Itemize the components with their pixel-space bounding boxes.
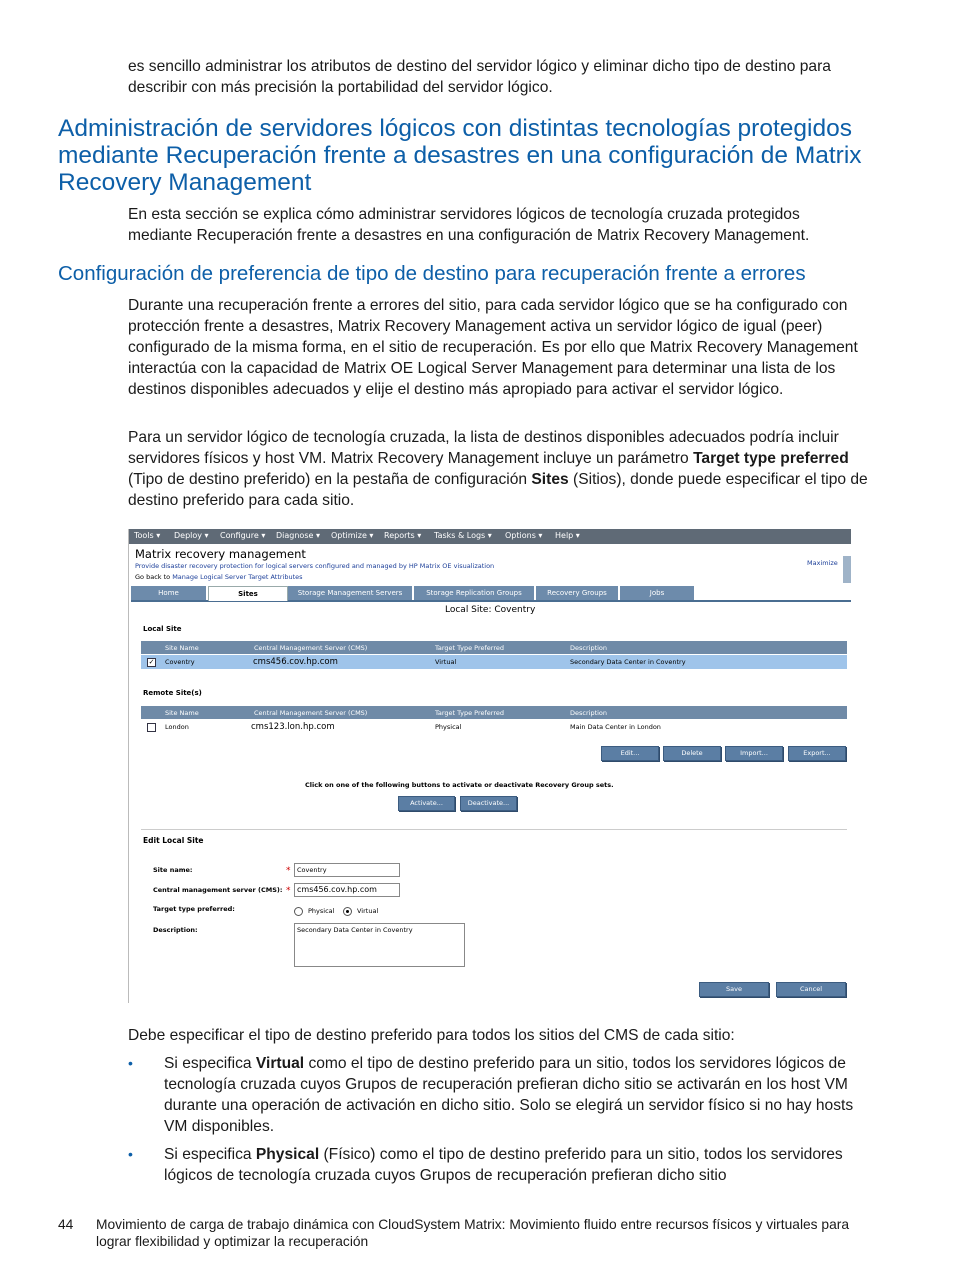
menu-optimize[interactable]: Optimize ▾ [331, 531, 374, 540]
menu-help[interactable]: Help ▾ [555, 531, 580, 540]
cell-description: Secondary Data Center in Coventry [570, 658, 686, 666]
deactivate-button[interactable]: Deactivate... [460, 796, 517, 811]
local-site-label: Local Site [143, 625, 182, 633]
local-site-heading: Local Site: Coventry [445, 605, 536, 615]
after-screenshot-paragraph: Debe especificar el tipo de destino preferido para todos los sitios del CMS de cada sitio: [128, 1027, 735, 1044]
description-label: Description: [153, 926, 198, 934]
physical-radio[interactable] [294, 907, 303, 916]
subsection-paragraph-2 [128, 427, 868, 511]
col-site-name: Site Name [165, 709, 199, 717]
page-number: 44 [58, 1217, 74, 1232]
description-textarea[interactable]: Secondary Data Center in Coventry [294, 923, 465, 967]
virtual-option-label: Virtual [357, 907, 379, 915]
side-panel-edge [843, 556, 851, 583]
bullet-text: Si especifica Virtual como el tipo de destino preferido para un sitio, todos los servidores lógicos de tecnología cruzada cuyos Grupos de recuperación prefieran dicho sitio se activarán en los host VM durante una operación de activación en dicho sitio. Solo se elegirá un servidor físico si no hay hosts VM disponibles. [164, 1055, 854, 1135]
table-header [141, 641, 847, 654]
table-row[interactable] [141, 720, 847, 734]
save-button[interactable]: Save [699, 982, 769, 997]
menu-deploy[interactable]: Deploy ▾ [174, 531, 209, 540]
physical-option-label: Physical [308, 907, 335, 915]
cell-target-type: Physical [435, 723, 462, 731]
tab-sites[interactable]: Sites [208, 586, 288, 601]
col-site-name: Site Name [165, 644, 199, 652]
cell-target-type: Virtual [435, 658, 457, 666]
table-header [141, 706, 847, 719]
subsection-paragraph-1: Durante una recuperación frente a errores del sitio, para cada servidor lógico que se ha configurado con protección frente a desastres, Matrix Recovery Management activa un servidor lógico de igual (peer) configurado de la misma forma, en el sitio de recuperación. Es por ello que Matrix Recovery Management interactúa con la capacidad de Matrix OE Logical Server Management para determinar una lista de los destinos disponibles adecuados y elije el destino más apropiado para activar el servidor lógico. [128, 297, 858, 398]
maximize-link[interactable]: Maximize [807, 559, 838, 567]
para2-text: (Tipo de destino preferido) en la pestaña de configuración [128, 471, 532, 488]
site-name-label: Site name: [153, 866, 193, 874]
target-type-term: Target type preferred [693, 450, 849, 467]
intro-paragraph: es sencillo administrar los atributos de destino del servidor lógico y eliminar dicho tipo de destino para describir con más precisión la portabilidad del servidor lógico. [128, 58, 831, 96]
section-body: En esta sección se explica cómo administrar servidores lógicos de tecnología cruzada protegidos mediante Recuperación frente a desastres en una configuración de Matrix Recovery Management. [128, 206, 810, 244]
app-title: Matrix recovery management [135, 547, 306, 561]
col-cms: Central Management Server (CMS) [254, 709, 368, 717]
tab-storage-management-servers[interactable]: Storage Management Servers [288, 586, 413, 600]
menu-options[interactable]: Options ▾ [505, 531, 543, 540]
menu-bar [129, 529, 851, 544]
tab-bar [131, 586, 851, 602]
edit-button[interactable]: Edit... [601, 746, 659, 761]
tab-recovery-groups[interactable]: Recovery Groups [536, 586, 619, 600]
menu-tools[interactable]: Tools ▾ [134, 531, 161, 540]
cell-cms: cms456.cov.hp.com [253, 657, 338, 667]
tab-jobs[interactable]: Jobs [620, 586, 695, 600]
table-row[interactable] [141, 655, 847, 669]
bullet-text: Si especifica Physical (Físico) como el tipo de destino preferido para un sitio, todos los servidores lógicos de tecnología cruzada cuyos Grupos de recuperación prefieran dicho sitio [164, 1146, 843, 1184]
row-checkbox[interactable]: ✓ [148, 658, 155, 666]
subsection-title: Configuración de preferencia de tipo de destino para recuperación frente a errores [58, 262, 806, 285]
col-description: Description [570, 709, 608, 717]
menu-reports[interactable]: Reports ▾ [384, 531, 422, 540]
sites-term: Sites [531, 471, 569, 488]
col-description: Description [570, 644, 608, 652]
cms-label: Central management server (CMS): [153, 886, 283, 894]
site-name-input[interactable]: Coventry [294, 863, 400, 877]
cell-description: Main Data Center in London [570, 723, 661, 731]
activate-button[interactable]: Activate... [398, 796, 455, 811]
cancel-button[interactable]: Cancel [776, 982, 846, 997]
app-description: Provide disaster recovery protection for logical servers configured and managed by HP Matrix OE visualization [135, 562, 495, 570]
edit-local-site-title: Edit Local Site [143, 836, 204, 845]
section-title: Administración de servidores lógicos con distintas tecnologías protegidos mediante Recuperación frente a desastres en una configuración de Matrix Recovery Management [58, 115, 862, 196]
col-target-type: Target Type Preferred [435, 709, 505, 717]
col-cms: Central Management Server (CMS) [254, 644, 368, 652]
import-button[interactable]: Import... [725, 746, 783, 761]
col-target-type: Target Type Preferred [435, 644, 505, 652]
bullet-dot: • [128, 1055, 133, 1071]
remote-sites-label: Remote Site(s) [143, 689, 202, 697]
virtual-radio[interactable] [343, 907, 352, 916]
export-button[interactable]: Export... [788, 746, 846, 761]
go-back-line [135, 573, 303, 581]
cell-site-name: London [165, 723, 189, 731]
manage-target-attributes-link[interactable]: Manage Logical Server Target Attributes [172, 573, 303, 581]
activate-message: Click on one of the following buttons to activate or deactivate Recovery Group sets. [305, 781, 614, 789]
para2-text: Para un servidor lógico de tecnología cruzada, la lista de destinos disponibles adecuados podría incluir servidores físicos y host VM. Matrix Recovery Management incluye un parámetro [128, 429, 839, 467]
cell-site-name: Coventry [165, 658, 195, 666]
bullet-dot: • [128, 1146, 133, 1162]
required-marker: * [286, 886, 291, 896]
tab-storage-replication-groups[interactable]: Storage Replication Groups [414, 586, 535, 600]
divider [141, 829, 847, 830]
menu-diagnose[interactable]: Diagnose ▾ [276, 531, 320, 540]
row-checkbox[interactable] [147, 723, 156, 732]
cms-input[interactable]: cms456.cov.hp.com [294, 883, 400, 897]
para2-text: (Sitios), donde puede especificar el tipo de destino preferido para cada sitio. [128, 471, 868, 509]
menu-tasks-logs[interactable]: Tasks & Logs ▾ [434, 531, 492, 540]
delete-button[interactable]: Delete [663, 746, 721, 761]
cell-cms: cms123.lon.hp.com [251, 722, 335, 732]
go-back-prefix: Go back to [135, 573, 173, 581]
required-marker: * [286, 866, 291, 876]
tab-home[interactable]: Home [131, 586, 207, 600]
recovery-management-screenshot [128, 529, 851, 1003]
menu-configure[interactable]: Configure ▾ [220, 531, 266, 540]
target-type-label: Target type preferred: [153, 905, 235, 913]
footer-text: Movimiento de carga de trabajo dinámica con CloudSystem Matrix: Movimiento fluido entre recursos físicos y virtuales para lograr flexibilidad y optimizar la recuperación [96, 1217, 850, 1249]
